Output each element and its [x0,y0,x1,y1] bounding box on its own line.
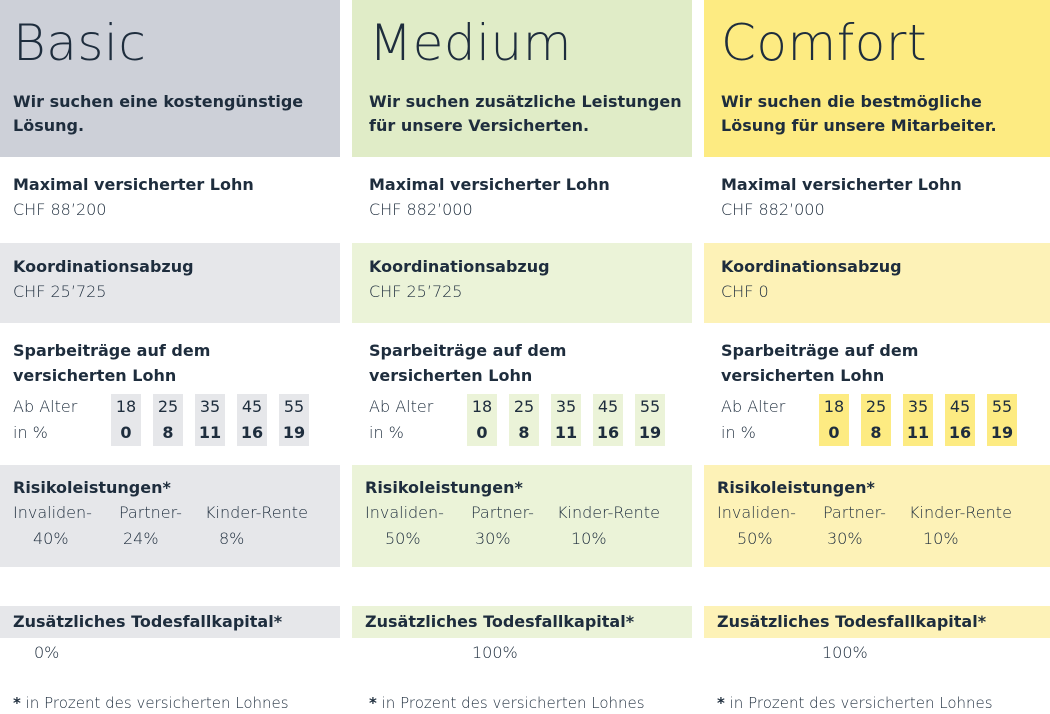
risk-value: 30% [475,529,511,548]
age-row-label: Ab Alter [721,397,786,416]
plan-subtitle: Wir suchen zusätzliche Leistungen für unsere Versicherten. [369,92,682,135]
death-capital-label: Zusätzliches Todesfallkapital* [13,612,283,631]
plan-title: Basic [13,14,147,72]
plan-header [352,0,692,157]
risk-header: Invaliden- [13,503,92,522]
rate-cell: 0 [111,420,141,446]
death-capital-section [0,606,340,638]
savings-label: Sparbeiträge auf dem versicherten Lohn [13,341,211,385]
rate-cell: 8 [509,420,539,446]
age-cell: 25 [153,394,183,420]
rate-cell: 19 [987,420,1017,446]
risk-value: 10% [571,529,607,548]
max-salary-section [352,172,692,229]
risk-header: Invaliden- [365,503,444,522]
rate-cell: 11 [195,420,225,446]
plan-subtitle: Wir suchen die bestmögliche Lösung für unsere Mitarbeiter. [721,92,997,135]
footnote-text: in Prozent des versicherten Lohnes [25,694,289,712]
rate-cell: 16 [945,420,975,446]
age-cell: 35 [195,394,225,420]
death-capital-label: Zusätzliches Todesfallkapital* [717,612,987,631]
risk-header: Kinder-Rente [557,503,660,522]
age-cell: 45 [237,394,267,420]
risk-value: 30% [827,529,863,548]
age-cell: 18 [467,394,497,420]
pct-row-label: in % [369,423,404,442]
risk-label: Risikoleistungen* [365,478,523,497]
age-row-label: Ab Alter [369,397,434,416]
savings-table [13,394,340,446]
death-capital-value: 100% [822,643,868,662]
death-capital-section [352,606,692,638]
risk-value: 8% [219,529,245,548]
risk-label: Risikoleistungen* [13,478,171,497]
death-capital-label: Zusätzliches Todesfallkapital* [365,612,635,631]
rate-cell: 0 [467,420,497,446]
coordination-section [704,243,1050,323]
risk-label: Risikoleistungen* [717,478,875,497]
coordination-label: Koordinationsabzug [13,257,194,276]
age-cell: 45 [945,394,975,420]
risk-value: 24% [123,529,159,548]
footnote [717,692,993,714]
age-cell: 35 [903,394,933,420]
risk-value: 40% [33,529,69,548]
plan-title: Comfort [721,14,928,72]
risk-section [352,465,692,567]
plan-column-comfort [704,0,1050,714]
risk-header: Partner- [823,503,886,522]
max-salary-value: CHF 882’000 [369,200,473,219]
max-salary-section [704,172,1050,229]
risk-table [717,500,1050,552]
age-cell: 25 [509,394,539,420]
coordination-value: CHF 25’725 [13,282,107,301]
age-cell: 18 [111,394,141,420]
age-cell: 55 [987,394,1017,420]
footnote-text: in Prozent des versicherten Lohnes [381,694,645,712]
age-cell: 45 [593,394,623,420]
risk-value: 50% [385,529,421,548]
footnote-star: * [369,694,377,712]
risk-value: 10% [923,529,959,548]
rate-cell: 19 [635,420,665,446]
risk-table [13,500,340,552]
coordination-label: Koordinationsabzug [369,257,550,276]
age-row-label: Ab Alter [13,397,78,416]
risk-section [0,465,340,567]
rate-cell: 11 [903,420,933,446]
pct-row-label: in % [721,423,756,442]
risk-section [704,465,1050,567]
footnote-text: in Prozent des versicherten Lohnes [729,694,993,712]
savings-table [369,394,692,446]
max-salary-label: Maximal versicherter Lohn [369,175,610,194]
age-cell: 55 [635,394,665,420]
max-salary-label: Maximal versicherter Lohn [721,175,962,194]
plan-column-basic [0,0,340,714]
footnote-star: * [13,694,21,712]
death-capital-value: 100% [472,643,518,662]
rate-cell: 16 [593,420,623,446]
plan-header [0,0,340,157]
max-salary-section [0,172,340,229]
savings-section [352,338,692,450]
savings-label: Sparbeiträge auf dem versicherten Lohn [721,341,919,385]
plan-subtitle: Wir suchen eine kostengünstige Lösung. [13,92,304,135]
rate-cell: 19 [279,420,309,446]
coordination-value: CHF 25’725 [369,282,463,301]
risk-header: Kinder-Rente [205,503,308,522]
coordination-label: Koordinationsabzug [721,257,902,276]
rate-cell: 0 [819,420,849,446]
coordination-section [0,243,340,323]
risk-table [365,500,692,552]
footnote-star: * [717,694,725,712]
footnote [13,692,289,714]
coordination-value: CHF 0 [721,282,769,301]
age-cell: 35 [551,394,581,420]
risk-header: Kinder-Rente [909,503,1012,522]
death-capital-value: 0% [34,643,60,662]
plan-header [704,0,1050,157]
savings-section [704,338,1050,450]
rate-cell: 11 [551,420,581,446]
age-cell: 55 [279,394,309,420]
footnote [369,692,645,714]
age-cell: 25 [861,394,891,420]
savings-table [721,394,1050,446]
max-salary-label: Maximal versicherter Lohn [13,175,254,194]
risk-header: Invaliden- [717,503,796,522]
age-cell: 18 [819,394,849,420]
coordination-section [352,243,692,323]
death-capital-section [704,606,1050,638]
max-salary-value: CHF 88’200 [13,200,107,219]
savings-label: Sparbeiträge auf dem versicherten Lohn [369,341,567,385]
plan-title: Medium [369,14,572,72]
plan-column-medium [352,0,692,714]
risk-header: Partner- [471,503,534,522]
rate-cell: 16 [237,420,267,446]
risk-value: 50% [737,529,773,548]
risk-header: Partner- [119,503,182,522]
rate-cell: 8 [861,420,891,446]
max-salary-value: CHF 882’000 [721,200,825,219]
savings-section [0,338,340,450]
rate-cell: 8 [153,420,183,446]
pct-row-label: in % [13,423,48,442]
